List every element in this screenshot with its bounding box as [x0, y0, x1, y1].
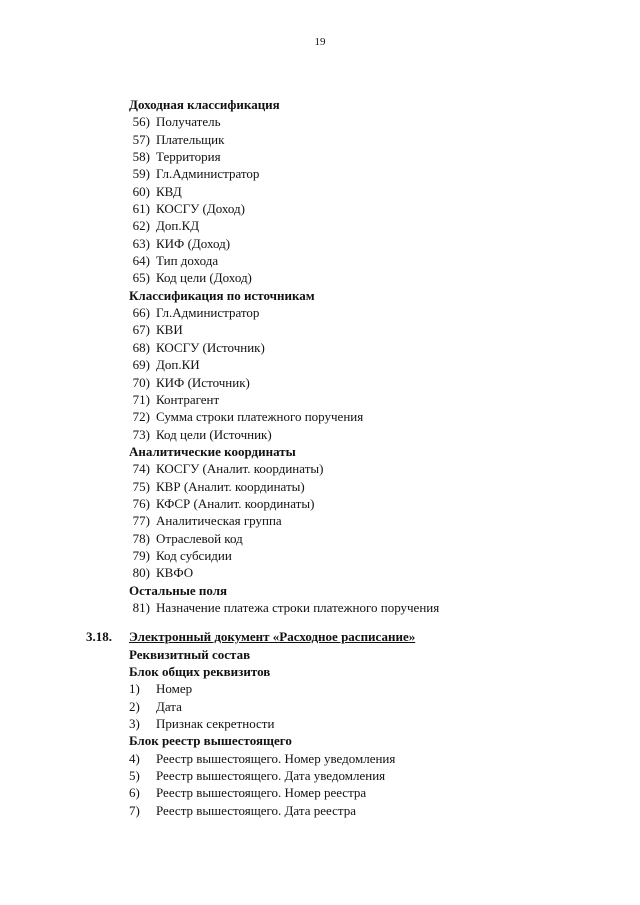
item-number: 79): [132, 547, 150, 563]
item-text: Аналитическая группа: [156, 513, 282, 529]
item-text: Реестр вышестоящего. Дата уведомления: [156, 768, 386, 784]
item-number: 73): [132, 426, 150, 442]
item-text: Территория: [156, 149, 221, 165]
item-text: Номер: [156, 681, 193, 697]
list-item: [86, 356, 566, 373]
requisites-list: [86, 663, 566, 819]
item-number: 7): [129, 802, 140, 818]
item-number: 2): [129, 698, 140, 714]
item-number: 4): [129, 750, 140, 766]
item-number: 66): [132, 305, 150, 321]
section-number: 3.18.: [86, 629, 112, 645]
list-item: [86, 802, 566, 819]
item-text: Реестр вышестоящего. Дата реестра: [156, 802, 356, 818]
list-item: [86, 321, 566, 338]
item-text: Признак секретности: [156, 716, 275, 732]
item-text: Назначение платежа строки платежного поручения: [156, 599, 440, 615]
item-number: 3): [129, 716, 140, 732]
item-text: КВР (Аналит. координаты): [156, 478, 305, 494]
list-item: [86, 599, 566, 616]
list-item: [86, 408, 566, 425]
item-number: 64): [132, 253, 150, 269]
item-text: КИФ (Источник): [156, 374, 250, 390]
group-heading: Классификация по источникам: [129, 287, 315, 303]
list-item: [86, 269, 566, 286]
item-text: Код субсидии: [156, 547, 232, 563]
list-item: [86, 547, 566, 564]
item-number: 80): [132, 565, 150, 581]
item-number: 61): [132, 201, 150, 217]
item-number: 57): [132, 131, 150, 147]
item-text: Реестр вышестоящего. Номер уведомления: [156, 750, 396, 766]
list-item: [86, 391, 566, 408]
item-number: 71): [132, 391, 150, 407]
item-text: Гл.Администратор: [156, 305, 260, 321]
list-item: [86, 767, 566, 784]
item-number: 62): [132, 218, 150, 234]
item-number: 72): [132, 409, 150, 425]
item-number: 5): [129, 768, 140, 784]
list-item: [86, 374, 566, 391]
list-item: [86, 495, 566, 512]
item-number: 56): [132, 114, 150, 130]
group-heading: Доходная классификация: [129, 97, 280, 112]
list-item: [86, 165, 566, 182]
list-item: [86, 784, 566, 801]
list-item: [86, 426, 566, 443]
list-item: [86, 750, 566, 767]
item-number: 74): [132, 461, 150, 477]
subheading: Реквизитный состав: [129, 646, 251, 662]
item-number: 68): [132, 339, 150, 355]
item-number: 81): [132, 599, 150, 615]
section-title: Электронный документ «Расходное расписание»: [129, 629, 416, 645]
item-text: Гл.Администратор: [156, 166, 260, 182]
item-number: 6): [129, 785, 140, 801]
group-heading: Блок реестр вышестоящего: [129, 733, 292, 749]
item-number: 58): [132, 149, 150, 165]
item-text: КОСГУ (Источник): [156, 339, 265, 355]
classification-list: [86, 96, 566, 616]
list-item: [86, 698, 566, 715]
section-heading: [86, 628, 566, 645]
item-number: 76): [132, 495, 150, 511]
item-text: Доп.КД: [156, 218, 200, 234]
item-number: 60): [132, 183, 150, 199]
list-item: [86, 564, 566, 581]
item-text: Сумма строки платежного поручения: [156, 409, 364, 425]
item-text: Отраслевой код: [156, 530, 243, 546]
list-item: [86, 460, 566, 477]
item-text: КФСР (Аналит. координаты): [156, 495, 315, 511]
list-item: [86, 148, 566, 165]
item-number: 75): [132, 478, 150, 494]
item-number: 65): [132, 270, 150, 286]
list-item: [86, 512, 566, 529]
list-item: [86, 217, 566, 234]
item-text: КВД: [156, 183, 182, 199]
item-number: 69): [132, 357, 150, 373]
list-item: [86, 235, 566, 252]
document-body: [86, 96, 566, 819]
list-item: [86, 715, 566, 732]
list-item: [86, 530, 566, 547]
item-text: Тип дохода: [156, 253, 219, 269]
item-text: Код цели (Источник): [156, 426, 272, 442]
list-item: [86, 339, 566, 356]
list-item: [86, 200, 566, 217]
item-text: КИФ (Доход): [156, 235, 231, 251]
item-number: 70): [132, 374, 150, 390]
group-heading: Остальные поля: [129, 582, 228, 598]
item-text: Плательщик: [156, 131, 225, 147]
list-item: [86, 252, 566, 269]
group-heading: Блок общих реквизитов: [129, 664, 271, 679]
item-number: 67): [132, 322, 150, 338]
item-text: Дата: [156, 698, 182, 714]
item-text: КВФО: [156, 565, 194, 581]
item-text: КВИ: [156, 322, 183, 338]
item-number: 1): [129, 681, 140, 697]
item-number: 77): [132, 513, 150, 529]
item-text: Доп.КИ: [156, 357, 200, 373]
item-number: 59): [132, 166, 150, 182]
page-number: 19: [314, 36, 326, 48]
list-item: [86, 131, 566, 148]
item-number: 78): [132, 530, 150, 546]
item-text: Контрагент: [156, 391, 220, 407]
list-item: [86, 183, 566, 200]
item-number: 63): [132, 235, 150, 251]
item-text: Код цели (Доход): [156, 270, 252, 286]
list-item: [86, 680, 566, 697]
list-item: [86, 478, 566, 495]
group-heading: Аналитические координаты: [129, 443, 296, 459]
list-item: [86, 113, 566, 130]
item-text: Получатель: [156, 114, 221, 130]
item-text: КОСГУ (Аналит. координаты): [156, 461, 324, 477]
list-item: [86, 304, 566, 321]
item-text: Реестр вышестоящего. Номер реестра: [156, 785, 367, 801]
item-text: КОСГУ (Доход): [156, 201, 245, 217]
